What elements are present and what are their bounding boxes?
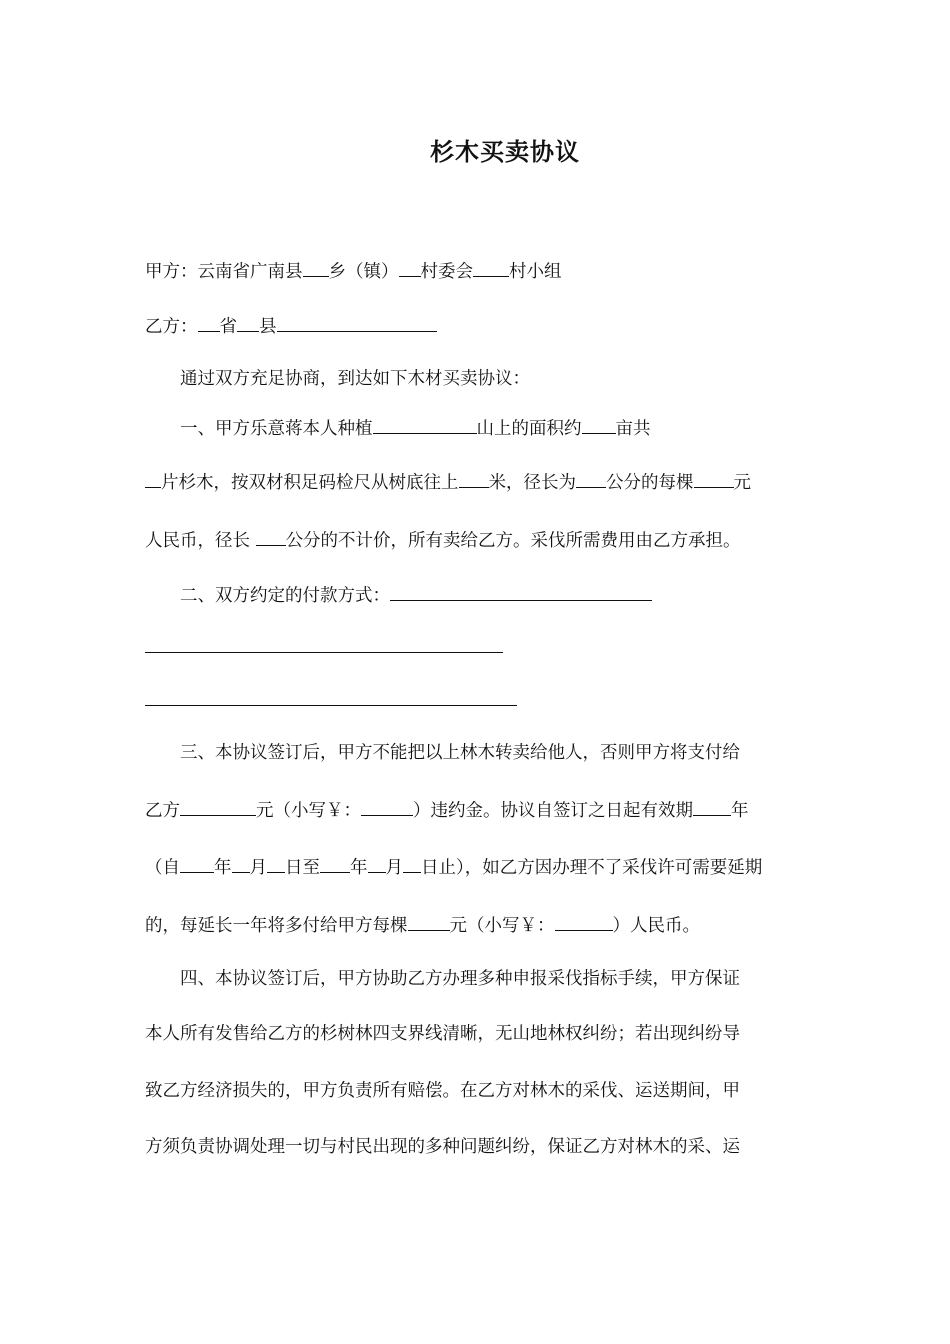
blank-pieces[interactable] bbox=[145, 469, 161, 488]
blank-penalty-amount[interactable] bbox=[180, 797, 256, 816]
clause3-text-b: 元（小写￥： bbox=[256, 801, 361, 821]
clause2-line1 bbox=[180, 582, 652, 608]
clause1-text-d: 片杉木，按双材积足码检尺从树底往上 bbox=[161, 473, 459, 493]
blank-end-day[interactable] bbox=[403, 854, 421, 873]
clause1-line2 bbox=[145, 469, 751, 495]
clause3-text-j: 月 bbox=[385, 858, 403, 878]
party-b-prefix: 乙方： bbox=[145, 317, 198, 337]
clause1-text-e: 米，径长为 bbox=[488, 473, 576, 493]
clause1-line3 bbox=[145, 527, 741, 553]
blank-validity-years[interactable] bbox=[693, 797, 731, 816]
clause3-text-c: ）违约金。协议自签订之日起有效期 bbox=[413, 801, 693, 821]
clause3-line2 bbox=[145, 797, 749, 823]
blank-payment-method-3[interactable] bbox=[145, 705, 517, 706]
blank-area[interactable] bbox=[582, 415, 616, 434]
blank-township[interactable] bbox=[303, 258, 329, 277]
blank-extension-lowercase[interactable] bbox=[555, 912, 613, 931]
clause1-text-g: 元 bbox=[733, 473, 751, 493]
blank-price-per-tree[interactable] bbox=[694, 469, 734, 488]
party-a-township: 乡（镇） bbox=[328, 262, 399, 282]
clause2-label: 二、双方约定的付款方式： bbox=[180, 586, 390, 606]
party-a-village: 村委会 bbox=[420, 262, 473, 282]
clause3-text-i: 年 bbox=[350, 858, 368, 878]
clause3-text-e: （自 bbox=[145, 858, 180, 878]
blank-party-b-name[interactable] bbox=[277, 313, 437, 332]
clause1-text-i: 公分的不计价，所有卖给乙方。采伐所需费用由乙方承担。 bbox=[285, 531, 741, 551]
blank-extension-price[interactable] bbox=[408, 912, 450, 931]
clause4-line3: 致乙方经济损失的，甲方负责所有赔偿。在乙方对林木的采伐、运送期间，甲 bbox=[145, 1081, 740, 1101]
clause1-text-h: 人民币，径长 bbox=[145, 531, 256, 551]
clause4-line2: 本人所有发售给乙方的杉树林四支界线清晰，无山地林权纠纷；若出现纠纷导 bbox=[145, 1024, 740, 1044]
blank-group[interactable] bbox=[473, 258, 509, 277]
blank-penalty-lowercase[interactable] bbox=[361, 797, 413, 816]
clause3-text-d: 年 bbox=[731, 801, 749, 821]
party-a-group: 村小组 bbox=[509, 262, 562, 282]
blank-start-month[interactable] bbox=[232, 854, 250, 873]
blank-diameter[interactable] bbox=[576, 469, 606, 488]
clause1-text-b: 山上的面积约 bbox=[476, 419, 582, 439]
clause1-text-a: 一、甲方乐意蒋本人种植 bbox=[180, 419, 373, 439]
document-title: 杉木买卖协议 bbox=[430, 137, 580, 166]
clause3-text-k: 日止），如乙方因办理不了采伐许可需要延期 bbox=[421, 858, 763, 878]
clause3-text-a: 乙方 bbox=[145, 801, 180, 821]
blank-meters[interactable] bbox=[459, 469, 489, 488]
clause3-line1: 三、本协议签订后，甲方不能把以上林木转卖给他人，否则甲方将支付给 bbox=[180, 743, 740, 763]
blank-mountain[interactable] bbox=[373, 415, 477, 434]
party-a-line bbox=[145, 258, 562, 284]
blank-village[interactable] bbox=[399, 258, 421, 277]
party-b-line bbox=[145, 313, 437, 339]
clause4-line1: 四、本协议签订后，甲方协助乙方办理多种申报采伐指标手续，甲方保证 bbox=[180, 969, 740, 989]
blank-payment-method-1[interactable] bbox=[390, 582, 652, 601]
blank-end-year[interactable] bbox=[320, 854, 350, 873]
clause3-line3 bbox=[145, 854, 762, 880]
clause3-text-l: 的，每延长一年将多付给甲方每棵 bbox=[145, 916, 408, 936]
clause3-line4 bbox=[145, 912, 700, 938]
party-b-county: 县 bbox=[259, 317, 277, 337]
blank-min-diameter[interactable] bbox=[256, 527, 286, 546]
clause1-text-f: 公分的每棵 bbox=[606, 473, 694, 493]
clause3-text-h: 日至 bbox=[285, 858, 320, 878]
clause1-text-c: 亩共 bbox=[615, 419, 651, 439]
clause3-text-g: 月 bbox=[249, 858, 267, 878]
blank-payment-method-2[interactable] bbox=[145, 652, 503, 653]
clause4-line4: 方须负责协调处理一切与村民出现的多种问题纠纷，保证乙方对林木的采、运 bbox=[145, 1137, 740, 1157]
party-b-province: 省 bbox=[219, 317, 237, 337]
blank-start-year[interactable] bbox=[180, 854, 214, 873]
clause3-text-f: 年 bbox=[214, 858, 232, 878]
intro-line: 通过双方充足协商，到达如下木材买卖协议： bbox=[180, 369, 530, 389]
clause3-text-n: ）人民币。 bbox=[612, 916, 700, 936]
blank-start-day[interactable] bbox=[267, 854, 285, 873]
party-a-prefix: 甲方：云南省广南县 bbox=[145, 262, 303, 282]
blank-county[interactable] bbox=[237, 313, 259, 332]
clause3-text-m: 元（小写￥： bbox=[449, 916, 555, 936]
blank-province[interactable] bbox=[198, 313, 220, 332]
clause1-line1 bbox=[180, 415, 651, 441]
blank-end-month[interactable] bbox=[368, 854, 386, 873]
